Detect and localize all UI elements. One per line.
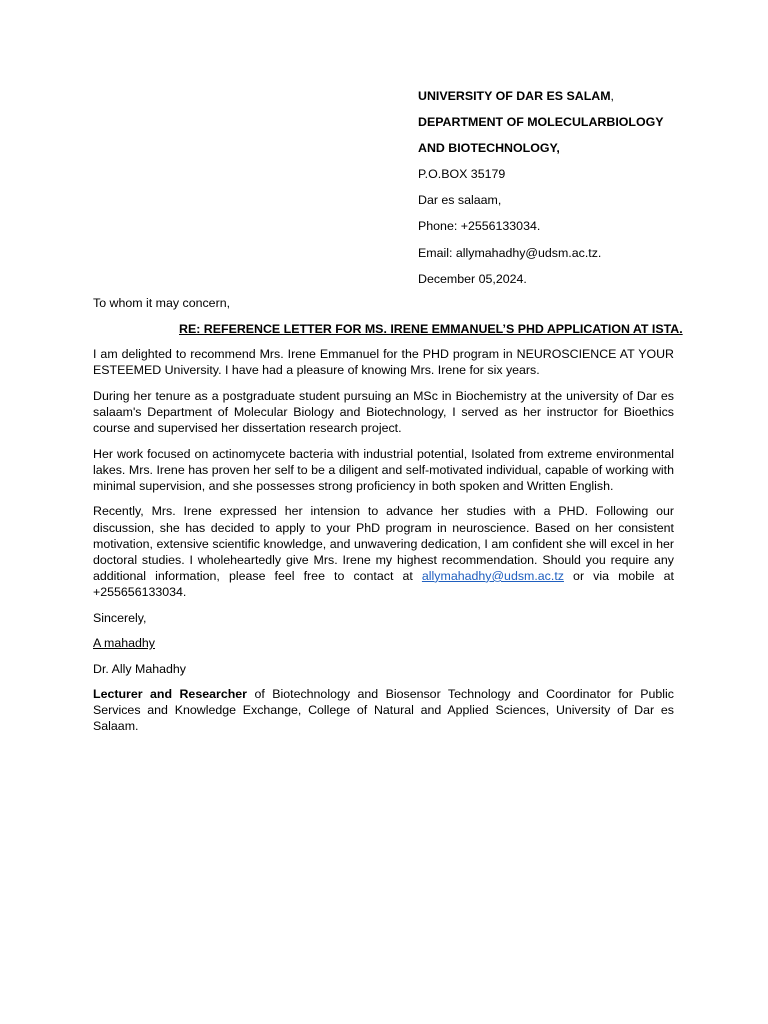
university-name-text: UNIVERSITY OF DAR ES SALAM	[418, 89, 611, 103]
letterhead-address	[418, 87, 748, 296]
subject-line: RE: REFERENCE LETTER FOR MS. IRENE EMMANUEL’S PHD APPLICATION AT ISTA.	[179, 321, 683, 336]
email: Email: allymahadhy@udsm.ac.tz.	[418, 245, 602, 260]
paragraph-2: During her tenure as a postgraduate student pursuing an MSc in Biochemistry at the university of Dar es salaam's Department of Molecular Biology and Biotechnology, I served as her instructor for Bioethics course and supervised her dissertation research project.	[93, 388, 674, 436]
city: Dar es salaam,	[418, 193, 502, 208]
letter-body	[93, 295, 683, 744]
po-box: P.O.BOX 35179	[418, 167, 506, 182]
paragraph-4	[93, 503, 674, 600]
salutation: To whom it may concern,	[93, 296, 231, 310]
signer-affiliation: of Biotechnology and Biosensor Technology and Coordinator for Public Services and Knowledge Exchange, College of Natural and Applied Sciences, University of Dar es Salaam.	[93, 687, 674, 734]
university-comma: ,	[610, 89, 614, 103]
sincerely: Sincerely,	[93, 610, 147, 625]
paragraph-4-tail: or via mobile at +255656133034.	[93, 568, 674, 599]
department-line-1: DEPARTMENT OF MOLECULARBIOLOGY	[418, 115, 664, 130]
signer-role: Lecturer and Researcher	[93, 687, 247, 702]
university-name	[418, 87, 748, 113]
paragraph-1: I am delighted to recommend Mrs. Irene Emmanuel for the PHD program in NEUROSCIENCE AT YOUR ESTEEMED University. I have had a pleasure of knowing Mrs. Irene for six years.	[93, 347, 674, 378]
signature: A mahadhy	[93, 636, 155, 651]
signer-name: Dr. Ally Mahadhy	[93, 661, 186, 676]
paragraph-3: Her work focused on actinomycete bacteria with industrial potential, Isolated from extreme environmental lakes. Mrs. Irene has proven her self to be a diligent and self-motivated individual, capable of working with minimal supervision, and she possesses strong proficiency in both spoken and Written English.	[93, 446, 674, 493]
paragraph-4-text: Recently, Mrs. Irene expressed her intension to advance her studies with a PHD. Following our discussion, she has decided to apply to your PhD program in neuroscience. Based on her consistent motivation, extensive scientific knowledge, and unwavering dedication, I am confident she will excel in her doctoral studies. I wholeheartedly give Mrs. Irene my highest recommendation. Should you require any additional information, please feel free to contact at	[93, 504, 674, 583]
date: December 05,2024.	[418, 271, 527, 286]
phone: Phone: +2556133034.	[418, 219, 541, 234]
signer-title	[93, 686, 674, 734]
department-line-2: AND BIOTECHNOLOGY,	[418, 141, 560, 156]
email-link[interactable]: allymahadhy@udsm.ac.tz	[421, 568, 564, 583]
